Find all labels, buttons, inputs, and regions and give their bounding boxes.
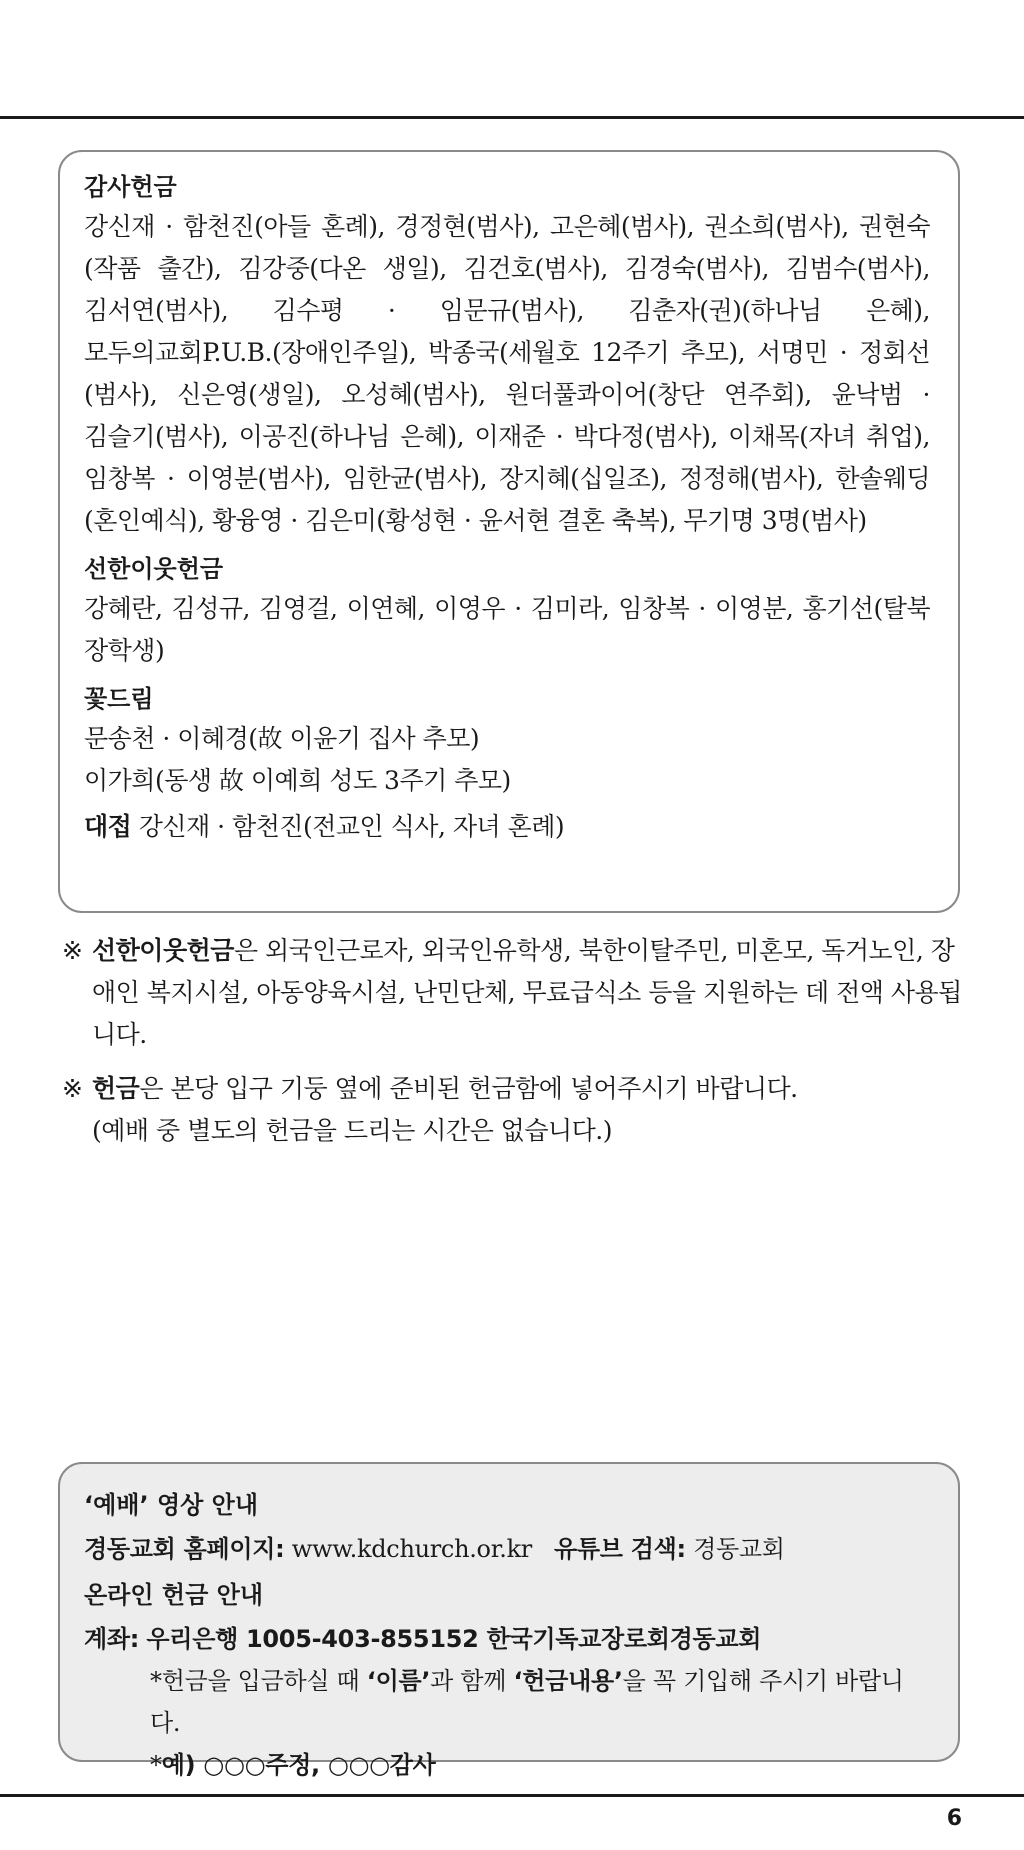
account-row: [84, 1618, 930, 1660]
example-prefix: *: [150, 1751, 162, 1779]
note-subtext: (예배 중 별도의 헌금을 드리는 시간은 없습니다.): [92, 1116, 612, 1145]
youtube-label: 유튜브 검색:: [553, 1535, 686, 1563]
note-bold-term: 헌금: [92, 1074, 140, 1103]
reference-mark: ※: [62, 936, 83, 965]
flowers-line-1: 문송천 · 이혜경(故 이윤기 집사 추모): [84, 724, 480, 753]
thanks-offering-list: 강신재 · 함천진(아들 혼례), 경정현(범사), 고은혜(범사), 권소희(범사), 권현숙(작품 출간), 김강중(다온 생일), 김건호(범사), 김경숙(범사), 김범수(범사), 김서연(범사), 김수평 · 임문규(범사), 김춘자(권)(하나님 은혜), 모두의교회P.U.B.(장애인주일), 박종국(세월호 12주기 추모), 서명민 · 정회선(범사), 신은영(생일), 오성혜(범사), 원더풀콰이어(창단 연주회), 윤낙범 · 김슬기(범사), 이공진(하나님 은혜), 이재준 · 박다정(범사), 이채목(자녀 취업), 임창복 · 이영분(범사), 임한균(범사), 장지혜(십일조), 정정해(범사), 한솔웨딩(혼인예식), 황융영 · 김은미(황성현 · 윤서현 결혼 축복), 무기명 3명(범사): [84, 212, 930, 535]
example-text: 예) ○○○주정, ○○○감사: [161, 1751, 436, 1779]
youtube-value: 경동교회: [693, 1535, 785, 1563]
memo-prefix: *헌금을 입금하실 때: [150, 1667, 367, 1695]
note-offering-box: [62, 1068, 962, 1152]
video-guide-heading: ‘예배’ 영상 안내: [84, 1491, 259, 1519]
reference-mark: ※: [62, 1074, 83, 1103]
notes: [62, 930, 962, 1164]
flowers-line-2: 이가희(동생 故 이예희 성도 3주기 추모): [84, 766, 511, 795]
top-rule: [0, 116, 1024, 119]
meal-text: 강신재 · 함천진(전교인 식사, 자녀 혼례): [138, 812, 565, 841]
page-number: 6: [946, 1806, 962, 1831]
bottom-rule: [0, 1794, 1024, 1797]
note-bold-term: 선한이웃헌금: [92, 936, 234, 965]
homepage-row: [84, 1528, 930, 1570]
offering-box: [58, 150, 960, 913]
neighbor-offering-heading: 선한이웃헌금: [84, 555, 224, 583]
meal-label: 대접: [84, 812, 132, 841]
homepage-label: 경동교회 홈페이지:: [84, 1535, 285, 1563]
thanks-offering-heading: 감사헌금: [84, 173, 177, 201]
account-label: 계좌:: [84, 1625, 140, 1653]
info-box: [58, 1462, 960, 1779]
deposit-memo: [84, 1660, 930, 1744]
note-text: 은 외국인근로자, 외국인유학생, 북한이탈주민, 미혼모, 독거노인, 장애인 복지시설, 아동양육시설, 난민단체, 무료급식소 등을 지원하는 데 전액 사용됩니다.: [92, 936, 962, 1049]
memo-content: ‘헌금내용’: [513, 1667, 623, 1695]
homepage-url[interactable]: www.kdchurch.or.kr: [291, 1535, 532, 1563]
account-value: 우리은행 1005-403-855152 한국기독교장로회경동교회: [146, 1625, 762, 1653]
memo-name: ‘이름’: [366, 1667, 431, 1695]
note-text: 은 본당 입구 기둥 옆에 준비된 헌금함에 넣어주시기 바랍니다.: [139, 1074, 798, 1103]
deposit-example: [84, 1744, 930, 1786]
neighbor-offering-list: 강혜란, 김성규, 김영걸, 이연혜, 이영우 · 김미라, 임창복 · 이영분, 홍기선(탈북 장학생): [84, 594, 930, 665]
flowers-heading: 꽃드림: [84, 685, 154, 713]
online-offering-heading: 온라인 헌금 안내: [84, 1581, 263, 1609]
memo-mid: 과 함께: [430, 1667, 514, 1695]
memo-suffix: 을 꼭 기입해 주시기 바랍니다.: [150, 1667, 904, 1737]
meal-line: [84, 806, 930, 848]
note-neighbor-offering: [62, 930, 962, 1056]
